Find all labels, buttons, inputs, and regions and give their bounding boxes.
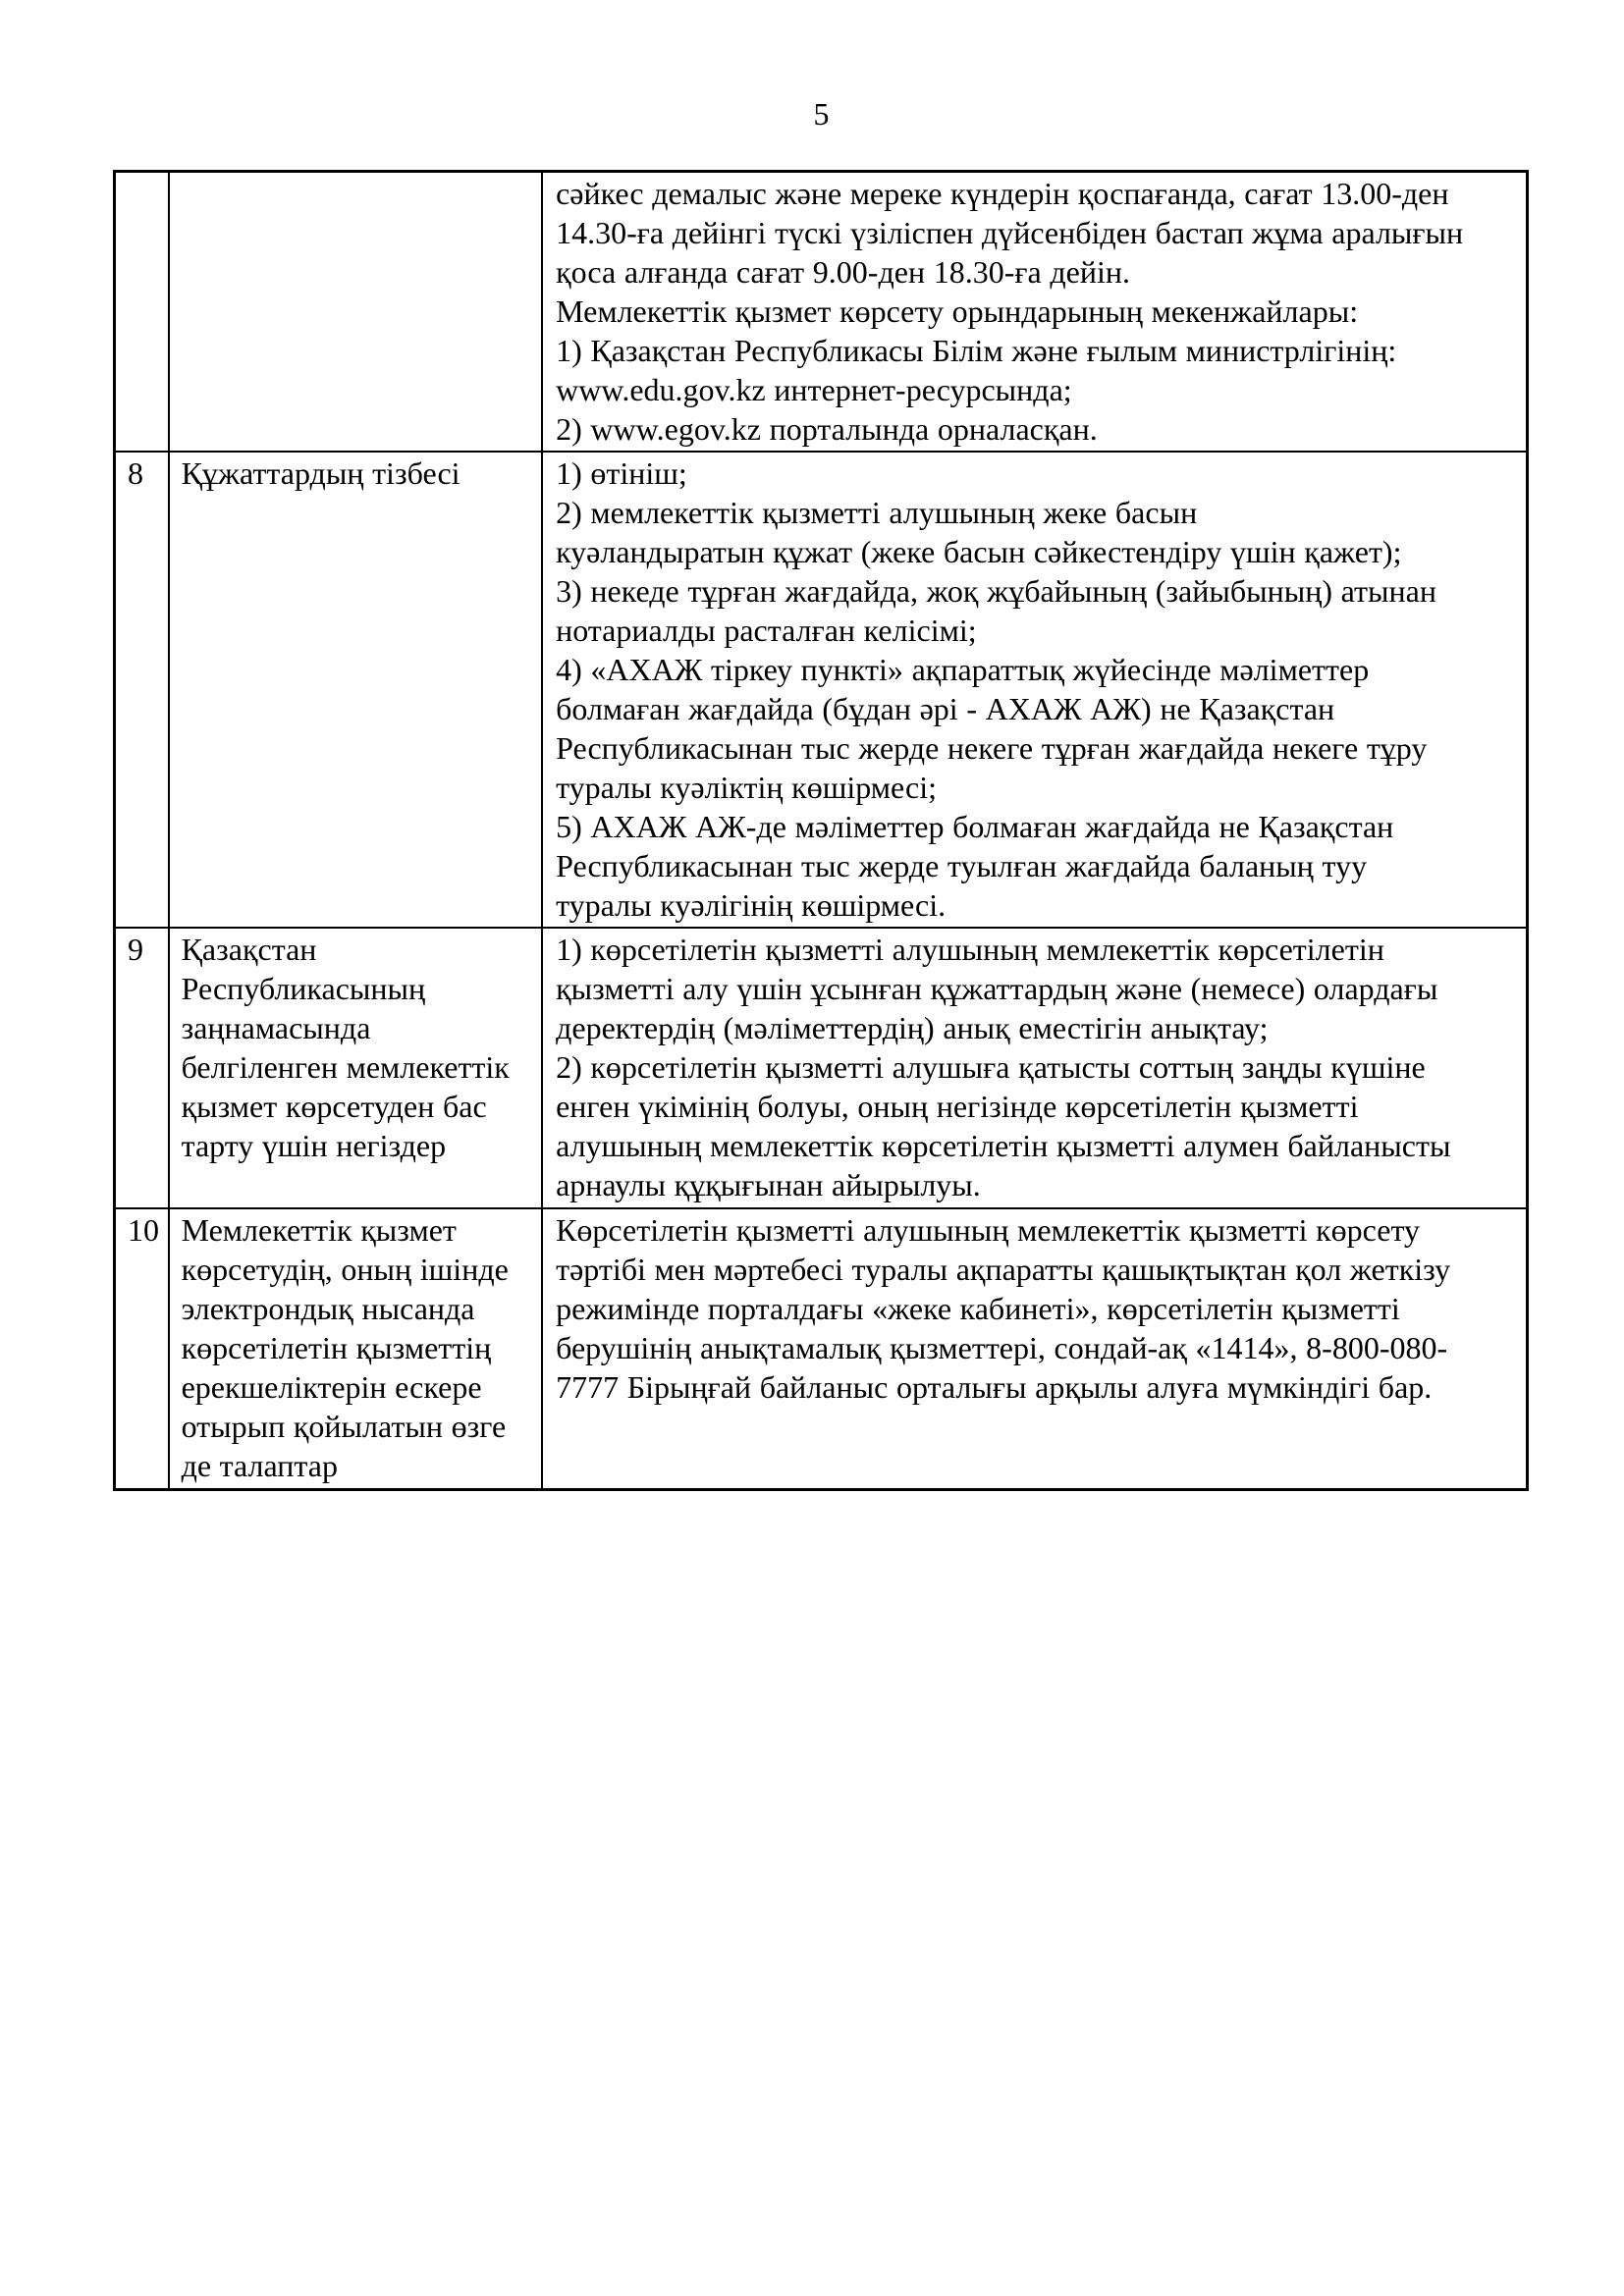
row-content-cell xyxy=(542,172,1527,453)
row-label: Мемлекеттік қызмет көрсетудің, оның ішінде электрондық нысанда көрсетілетін қызметтің ерекшеліктерін ескере отырып қойылатын өзге де талаптар xyxy=(181,1212,509,1483)
row-content: 1) өтініш; 2) мемлекеттік қызметті алушының жеке басын куәландыратын құжат (жеке басын сәйкестендіру үшін қажет); 3) некеде тұрған жағдайда, жоқ жұбайының (зайыбының) атынан нотариалды расталған келісімі; 4) «АХАЖ тіркеу пункті» ақпараттық жүйесінде мәліметтер болмаған жағдайда (бұдан әрі - АХАЖ АЖ) не Қазақстан Республикасынан тыс жерде некеге тұрған жағдайда некеге тұру туралы куәліктің көшірмесі; 5) АХАЖ АЖ-де мәліметтер болмаған жағдайда не Қазақстан Республикасынан тыс жерде туылған жағдайда баланың туу туралы куәлігінің көшірмесі. xyxy=(556,455,1436,923)
row-number-cell xyxy=(115,452,169,928)
row-content-cell xyxy=(542,928,1527,1208)
row-label-cell xyxy=(169,928,543,1208)
row-number: 8 xyxy=(128,455,143,491)
row-label: Құжаттардың тізбесі xyxy=(181,455,460,491)
row-content: 1) көрсетілетін қызметті алушының мемлекеттік көрсетілетін қызметті алу үшін ұсынған құжаттардың және (немесе) олардағы деректердің (мәліметтердің) анық еместігін анықтау; 2) көрсетілетін қызметті алушыға қатысты соттың заңды күшіне енген үкімінің болуы, оның негізінде көрсетілетін қызметті алушының мемлекеттік көрсетілетін қызметті алумен байланысты арнаулы құқығынан айырылуы. xyxy=(556,932,1451,1202)
row-number-cell xyxy=(115,172,169,453)
row-number: 9 xyxy=(128,932,143,967)
page-number: 5 xyxy=(813,96,830,132)
row-label: Қазақстан Республикасының заңнамасында белгіленген мемлекеттік қызмет көрсетуден бас тарту үшін негіздер xyxy=(181,932,510,1163)
table-row-refusal-grounds xyxy=(115,928,1528,1208)
row-number-cell xyxy=(115,1208,169,1489)
row-number-cell xyxy=(115,928,169,1208)
table-row-service-hours xyxy=(115,172,1528,453)
row-label-cell xyxy=(169,172,543,453)
table-row-other-requirements xyxy=(115,1208,1528,1489)
row-content-cell xyxy=(542,452,1527,928)
table-row-documents-list xyxy=(115,452,1528,928)
row-label-cell xyxy=(169,1208,543,1489)
row-content: Көрсетілетін қызметті алушының мемлекеттік қызметті көрсету тәртібі мен мәртебесі туралы ақпаратты қашықтықтан қол жеткізу режимінде порталдағы «жеке кабинеті», көрсетілетін қызметті берушінің анықтамалық қызметтері, сондай-ақ «1414», 8-800-080- 7777 Бірыңғай байланыс орталығы арқылы алуға мүмкіндігі бар. xyxy=(556,1212,1451,1405)
row-content: сәйкес демалыс және мереке күндерін қоспағанда, сағат 13.00-ден 14.30-ға дейінгі түскі үзіліспен дүйсенбіден бастап жұма аралығын қоса алғанда сағат 9.00-ден 18.30-ға дейін. Мемлекеттік қызмет көрсету орындарының мекенжайлары: 1) Қазақстан Республикасы Білім және ғылым министрлігінің: www.edu.gov.kz интернет-ресурсында; 2) www.egov.kz порталында орналасқан. xyxy=(556,176,1464,447)
row-label-cell xyxy=(169,452,543,928)
service-standard-table xyxy=(113,170,1529,1491)
row-content-cell xyxy=(542,1208,1527,1489)
row-number: 10 xyxy=(128,1212,159,1248)
